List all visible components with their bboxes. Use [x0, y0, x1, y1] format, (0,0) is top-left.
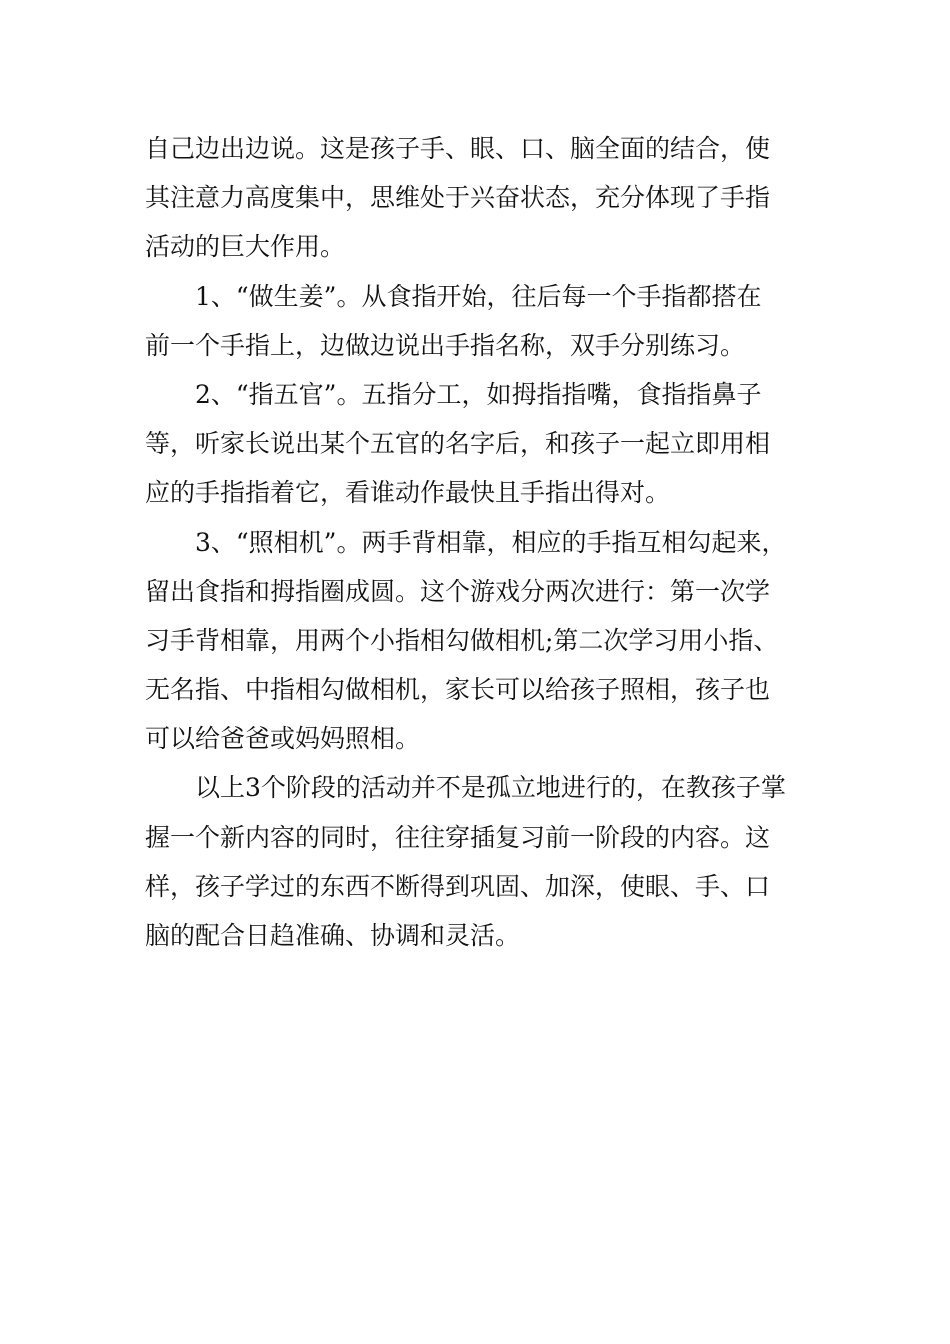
text-line: 前一个手指上，边做边说出手指名称，双手分别练习。 — [145, 330, 746, 360]
text-line: 脑的配合日趋准确、协调和灵活。 — [145, 921, 521, 950]
text-line: 等，听家长说出某个五官的名字后，和孩子一起立即用相 — [145, 429, 771, 459]
text-line: 其注意力高度集中，思维处于兴奋状态，充分体现了手指 — [145, 183, 771, 213]
text-line: 以上3个阶段的活动并不是孤立地进行的，在教孩子掌 — [195, 773, 786, 803]
text-line: 2、“指五官”。五指分工，如拇指指嘴，食指指鼻子 — [195, 379, 762, 409]
text-line: 活动的巨大作用。 — [145, 232, 346, 262]
text-line: 自己边出边说。这是孩子手、眼、口、脑全面的结合，使 — [145, 134, 771, 163]
text-line: 3、“照相机”。两手背相靠，相应的手指互相勾起来， — [195, 527, 787, 557]
text-line: 应的手指指着它，看谁动作最快且手指出得对。 — [145, 478, 671, 508]
text-line: 习手背相靠，用两个小指相勾做相机;第二次学习用小指、 — [145, 625, 779, 655]
text-line: 1、“做生姜”。从食指开始，往后每一个手指都搭在 — [195, 281, 762, 311]
document-body — [145, 124, 810, 960]
text-line: 可以给爸爸或妈妈照相。 — [145, 724, 421, 754]
text-line: 无名指、中指相勾做相机，家长可以给孩子照相，孩子也 — [145, 675, 771, 705]
text-line: 握一个新内容的同时，往往穿插复习前一阶段的内容。这 — [145, 822, 771, 852]
text-line: 样，孩子学过的东西不断得到巩固、加深，使眼、手、口 — [145, 871, 771, 901]
text-line: 留出食指和拇指圈成圆。这个游戏分两次进行：第一次学 — [145, 576, 771, 606]
